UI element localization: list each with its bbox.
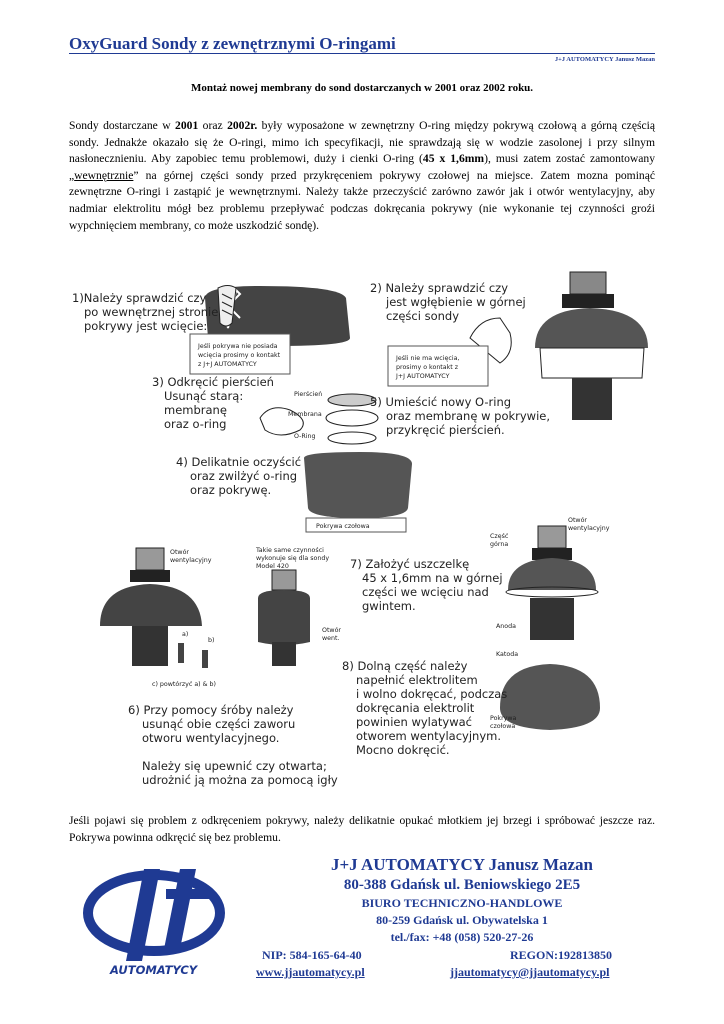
svg-text:Należy się upewnić czy otwarta: Należy się upewnić czy otwarta;	[142, 759, 327, 773]
step-5-text	[370, 395, 550, 437]
svg-text:oraz membranę w pokrywie,: oraz membranę w pokrywie,	[386, 409, 550, 423]
svg-text:wentylacyjny: wentylacyjny	[568, 525, 610, 532]
svg-text:jest wgłębienie w górnej: jest wgłębienie w górnej	[386, 295, 526, 309]
svg-text:oraz pokrywę.: oraz pokrywę.	[190, 483, 272, 497]
svg-text:wykonuje się dla sondy: wykonuje się dla sondy	[256, 555, 330, 562]
svg-text:części we wcięciu nad: części we wcięciu nad	[362, 585, 489, 599]
document-title: OxyGuard Sondy z zewnętrznymi O-ringami	[69, 34, 396, 53]
svg-text:Mocno dokręcić.: Mocno dokręcić.	[356, 743, 450, 757]
svg-text:powinien wylatywać: powinien wylatywać	[356, 715, 472, 729]
section-heading: Montaż nowej membrany do sond dostarczanych w 2001 oraz 2002 roku.	[190, 82, 534, 94]
svg-text:Jeśli pokrywa nie posiada: Jeśli pokrywa nie posiada	[198, 343, 278, 350]
step-4-text	[176, 455, 301, 497]
step-8-text	[342, 659, 507, 757]
svg-text:c) powtórzyć a) & b): c) powtórzyć a) & b)	[152, 681, 217, 688]
svg-text:Jeśli nie ma wcięcia,: Jeśli nie ma wcięcia,	[396, 355, 460, 362]
svg-text:O-Ring: O-Ring	[294, 433, 316, 440]
svg-text:usunąć obie części zaworu: usunąć obie części zaworu	[142, 717, 296, 731]
vent-label-1	[170, 548, 212, 564]
svg-text:Takie same czynności: Takie same czynności	[256, 547, 324, 554]
svg-text:udrożnić ją można za pomocą ig: udrożnić ją można za pomocą igły	[142, 773, 338, 787]
svg-text:Pierścień: Pierścień	[294, 391, 323, 398]
probe-drawing-6	[100, 548, 202, 666]
valve-parts-drawing	[178, 643, 208, 668]
cover-drawing-4	[304, 452, 412, 518]
svg-text:5) Umieścić nowy O-ring: 5) Umieścić nowy O-ring	[370, 395, 512, 409]
svg-text:wentylacyjny: wentylacyjny	[170, 557, 212, 564]
step-7-text	[350, 557, 503, 613]
svg-text:a): a)	[182, 631, 189, 638]
svg-text:membranę: membranę	[164, 403, 227, 417]
anode-label: Anoda	[496, 623, 517, 630]
nip-number: NIP: 584-165-64-40	[262, 948, 362, 962]
step-1-text	[72, 291, 218, 333]
model-420-note	[255, 546, 329, 570]
svg-text:z J+J AUTOMATYCY: z J+J AUTOMATYCY	[198, 361, 257, 368]
vent-label-2	[322, 626, 341, 642]
svg-text:górna: górna	[490, 541, 509, 548]
company-name: J+J AUTOMATYCY Janusz Mazan	[330, 855, 594, 874]
svg-text:went.: went.	[322, 635, 340, 642]
svg-text:po wewnętrznej stronie: po wewnętrznej stronie	[84, 305, 219, 319]
svg-text:Membrana: Membrana	[288, 411, 322, 418]
step-6-text	[128, 703, 338, 787]
header-company: J+J AUTOMATYCY Janusz Mazan	[554, 56, 655, 63]
company-address: 80-388 Gdańsk ul. Beniowskiego 2E5	[343, 877, 581, 893]
probe-420-drawing	[258, 570, 310, 666]
office-address: 80-259 Gdańsk ul. Obywatelska 1	[376, 913, 548, 927]
email-link[interactable]: jjautomatycy@jjautomatycy.pl	[450, 965, 610, 979]
top-part-label	[490, 532, 509, 548]
svg-text:oraz zwilżyć o-ring: oraz zwilżyć o-ring	[190, 469, 298, 483]
cover-caption: Pokrywa czołowa	[316, 523, 370, 530]
svg-text:Model 420: Model 420	[256, 563, 289, 570]
svg-text:Otwór: Otwór	[322, 627, 342, 634]
svg-text:Pokrywa: Pokrywa	[490, 715, 517, 722]
svg-text:dokręcania elektrolit: dokręcania elektrolit	[356, 701, 475, 715]
svg-text:2) Należy sprawdzić czy: 2) Należy sprawdzić czy	[370, 281, 509, 295]
svg-text:prosimy o kontakt z: prosimy o kontakt z	[396, 364, 459, 371]
company-logo	[82, 865, 242, 980]
removed-parts-drawing	[260, 394, 378, 444]
svg-text:otworem wentylacyjnym.: otworem wentylacyjnym.	[356, 729, 501, 743]
svg-text:części sondy: części sondy	[386, 309, 460, 323]
svg-text:Otwór: Otwór	[170, 549, 190, 556]
closing-paragraph: Jeśli pojawi się problem z odkręceniem pokrywy, należy delikatnie opukać młotkiem jej brzegi i spróbować jeszcze raz. Pokrywa powinna odkręcić się bez problemu.	[69, 814, 655, 844]
svg-text:3) Odkręcić pierścień: 3) Odkręcić pierścień	[152, 375, 274, 389]
svg-text:napełnić elektrolitem: napełnić elektrolitem	[356, 673, 478, 687]
svg-text:Usunąć starą:: Usunąć starą:	[164, 389, 244, 403]
svg-text:oraz o-ring: oraz o-ring	[164, 417, 227, 431]
cover-label-2	[490, 715, 517, 730]
logo-wordmark: AUTOMATYCY	[110, 963, 198, 977]
svg-text:czołowa: czołowa	[490, 723, 516, 730]
svg-text:4) Delikatnie oczyścić: 4) Delikatnie oczyścić	[176, 455, 302, 469]
svg-text:przykręcić pierścień.: przykręcić pierścień.	[386, 423, 505, 437]
svg-text:8) Dolną część należy: 8) Dolną część należy	[342, 659, 468, 673]
svg-text:7) Założyć uszczelkę: 7) Założyć uszczelkę	[350, 557, 470, 571]
svg-text:gwintem.: gwintem.	[362, 599, 416, 613]
svg-text:b): b)	[208, 637, 215, 644]
svg-text:pokrywy jest wcięcie:: pokrywy jest wcięcie:	[84, 319, 208, 333]
assembly-instruction-figure	[60, 268, 664, 798]
svg-text:Otwór: Otwór	[568, 517, 588, 524]
step-2-text	[370, 281, 526, 323]
phone-fax: tel./fax: +48 (058) 520-27-26	[390, 930, 534, 944]
part-labels	[288, 390, 322, 440]
svg-text:wcięcia prosimy o kontakt: wcięcia prosimy o kontakt	[198, 352, 281, 359]
svg-text:otworu wentylacyjnego.: otworu wentylacyjnego.	[142, 731, 280, 745]
header-rule	[69, 53, 655, 54]
intro-paragraph: Sondy dostarczane w 2001 oraz 2002r. były wyposażone w zewnętrzny O-ring między pokrywą czołową a górną częścią sondy. Jednakże okazało się że O-ringi, mimo ich specyfikacji, nie sprawdzają się w wodzie zasolonej i przy silnym nasłonecznieniu. Aby zapobiec temu problemowi, duży i cienki O-ring (45 x 1,6mm), musi zatem zostać zamontowany „wewnętrznie” na górnej części sondy przed przykręceniem pokrywy czołowej na miejsce. Zatem mozna pominąć zewnętrzne O-ringi i zastąpić je wewnętrznymi. Należy także przeczyścić zarówno zawór jak i otwór wentylacyjny, aby nadmiar elektrolitu mógł bez problemu przepływać podczas dokręcania pokrywy (nie wykonanie tej czynności groźi wypchnięciem membrany, co może uszkodzić sondę).	[69, 119, 655, 232]
office-name: BIURO TECHNICZNO-HANDLOWE	[361, 896, 563, 910]
step-3-text	[152, 375, 274, 431]
svg-text:45 x 1,6mm na w górnej: 45 x 1,6mm na w górnej	[362, 571, 503, 585]
vent-label-3	[568, 516, 610, 532]
probe-drawing-2	[535, 272, 648, 420]
regon-number: REGON:192813850	[510, 948, 612, 962]
jj-logo-mark	[82, 865, 242, 980]
svg-text:J+J AUTOMATYCY: J+J AUTOMATYCY	[396, 373, 450, 380]
svg-text:i wolno dokręcać, podczas: i wolno dokręcać, podczas	[356, 687, 508, 701]
cathode-label: Katoda	[496, 651, 519, 658]
instruction-drawing	[60, 268, 664, 798]
svg-text:Część: Część	[490, 533, 509, 540]
svg-text:1)Należy sprawdzić czy: 1)Należy sprawdzić czy	[72, 291, 207, 305]
website-link[interactable]: www.jjautomatycy.pl	[256, 965, 365, 979]
svg-text:6) Przy pomocy śróby należy: 6) Przy pomocy śróby należy	[128, 703, 294, 717]
